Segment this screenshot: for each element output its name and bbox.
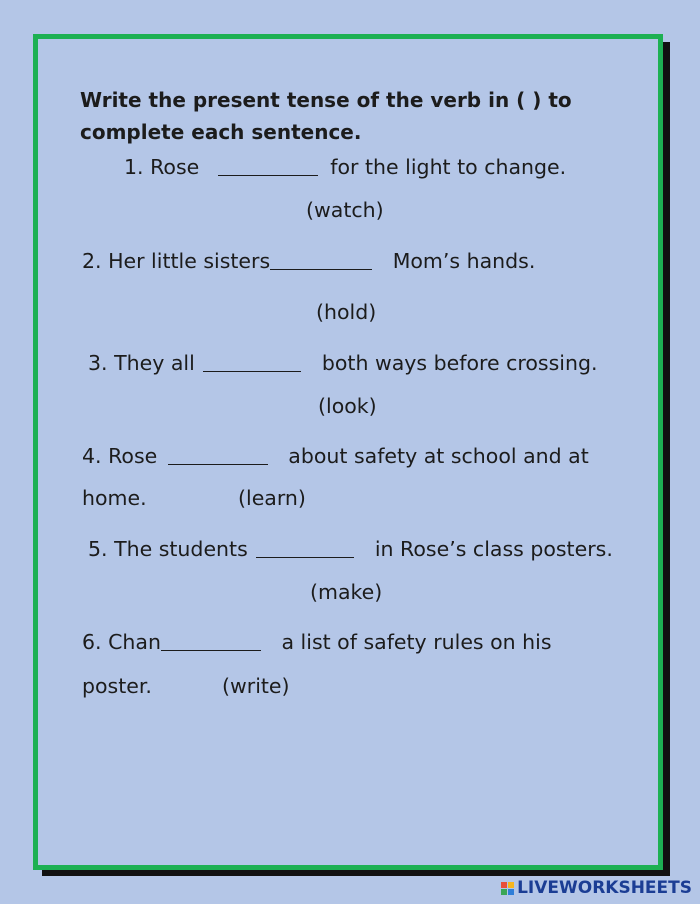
hint-5: (make) xyxy=(310,580,383,604)
sentence-1 xyxy=(124,155,566,179)
sentence-5 xyxy=(88,537,613,561)
sentence-6-after: a list of safety rules on his xyxy=(281,630,552,654)
hint-4: (learn) xyxy=(238,486,306,510)
sentence-5-after: in Rose’s class posters. xyxy=(374,537,613,561)
liveworksheets-brand xyxy=(501,878,692,898)
sentence-3-after: both ways before crossing. xyxy=(321,351,598,375)
sentence-6-cont: poster. xyxy=(82,674,152,698)
liveworksheets-logo-icon xyxy=(501,882,514,895)
sentence-6 xyxy=(82,630,552,654)
hint-3: (look) xyxy=(318,394,377,418)
hint-1: (watch) xyxy=(306,198,384,222)
sentence-3-before: 3. They all xyxy=(88,351,195,375)
answer-blank-1[interactable] xyxy=(218,174,318,176)
sentence-1-after: for the light to change. xyxy=(330,155,567,179)
sentence-6-continued xyxy=(82,674,152,698)
sentence-2-before: 2. Her little sisters xyxy=(82,249,271,273)
sentence-4-after: about safety at school and at xyxy=(288,444,589,468)
sentence-4-cont: home. xyxy=(82,486,147,510)
answer-blank-3[interactable] xyxy=(203,370,301,372)
hint-6: (write) xyxy=(222,674,290,698)
sentence-4-continued xyxy=(82,486,147,510)
sentence-2-after: Mom’s hands. xyxy=(392,249,536,273)
answer-blank-2[interactable] xyxy=(270,268,372,270)
sentence-5-before: 5. The students xyxy=(88,537,248,561)
sentence-3 xyxy=(88,351,598,375)
sentence-1-before: 1. Rose xyxy=(124,155,200,179)
brand-text: LIVEWORKSHEETS xyxy=(517,878,692,898)
sentence-2 xyxy=(82,249,535,273)
sentence-6-before: 6. Chan xyxy=(82,630,161,654)
answer-blank-4[interactable] xyxy=(168,463,268,465)
answer-blank-5[interactable] xyxy=(256,556,354,558)
answer-blank-6[interactable] xyxy=(161,649,261,651)
sentence-4-before: 4. Rose xyxy=(82,444,158,468)
sentence-4 xyxy=(82,444,589,468)
instruction-text: Write the present tense of the verb in ( ) to complete each sentence. xyxy=(80,88,572,144)
hint-2: (hold) xyxy=(316,300,377,324)
